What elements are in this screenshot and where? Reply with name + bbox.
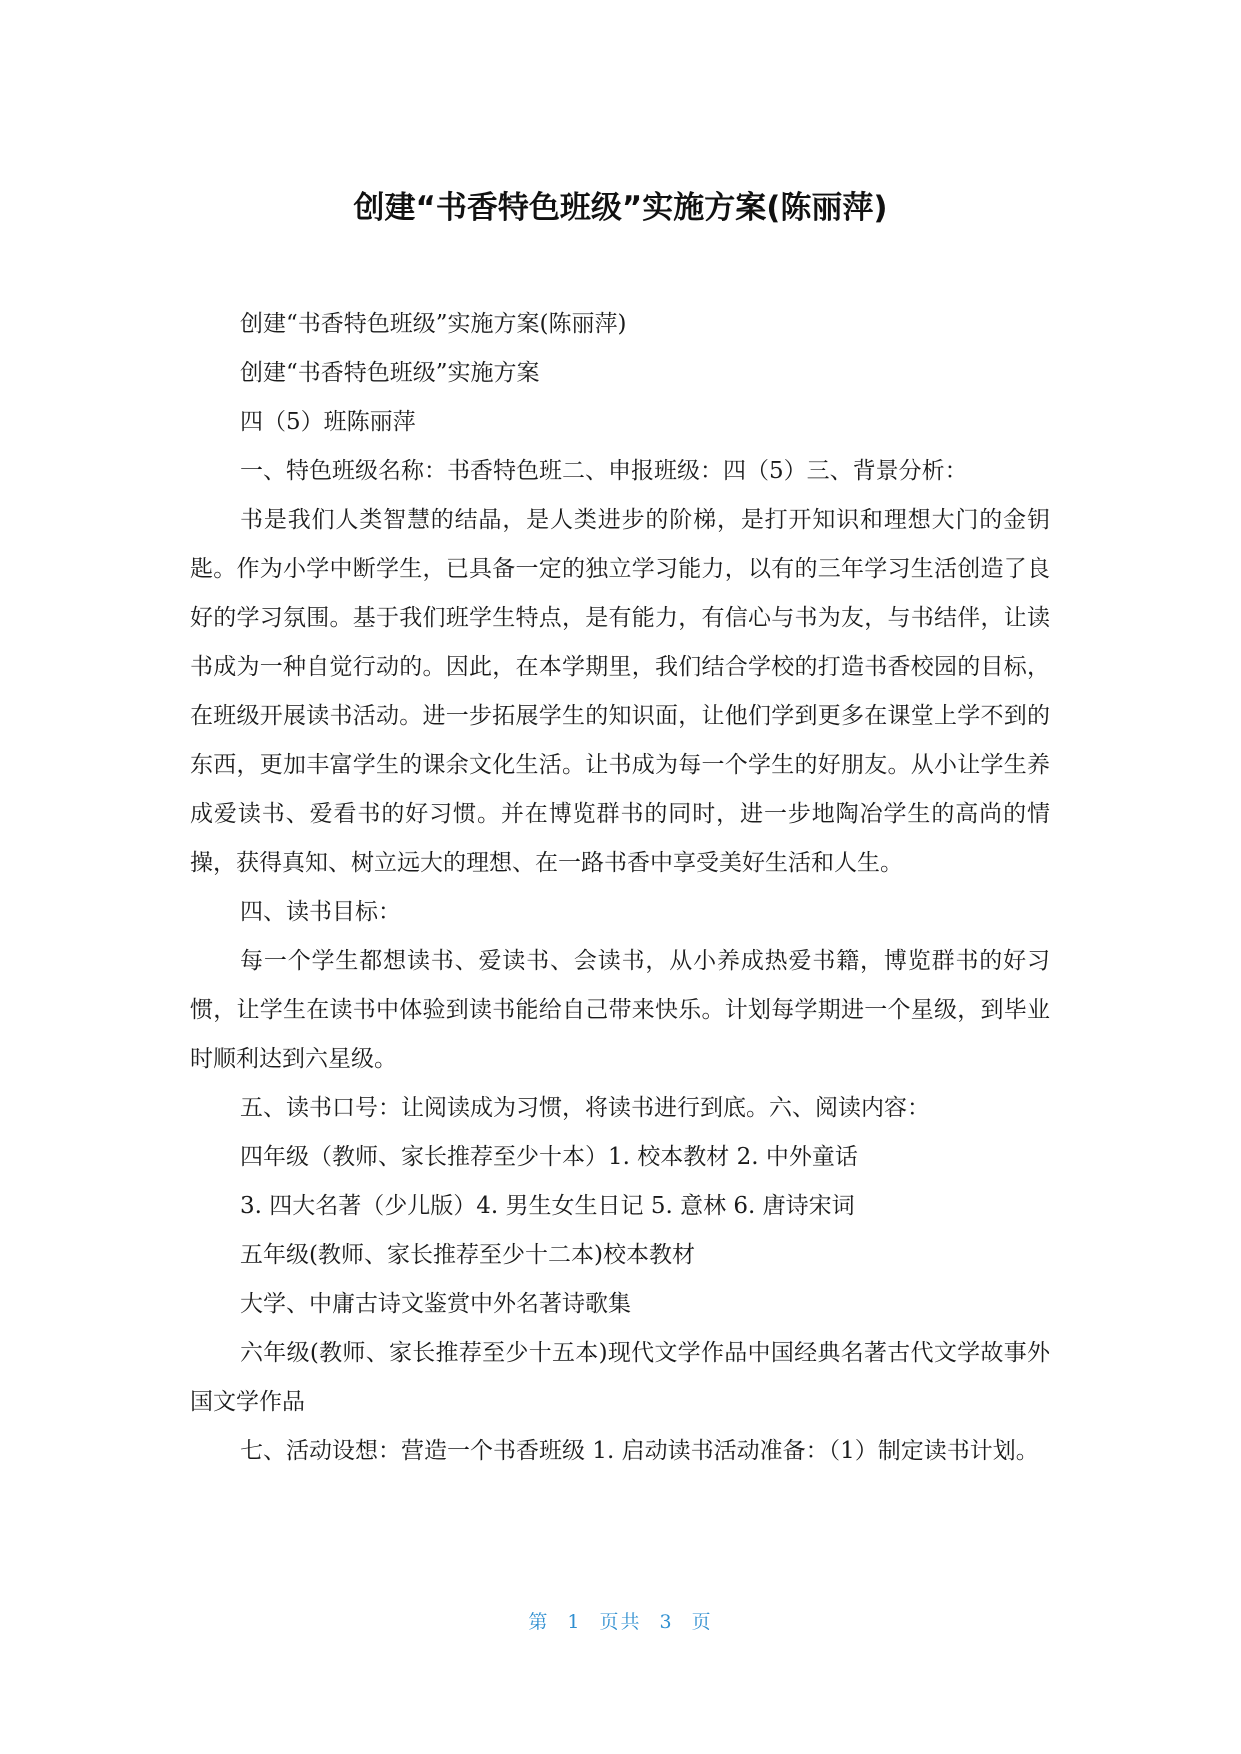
- paragraph-slogan: 五、读书口号：让阅读成为习惯，将读书进行到底。六、阅读内容：: [240, 1095, 930, 1121]
- paragraph-reading-goals: 每一个学生都想读书、爱读书、会读书，从小养成热爱书籍，博览群书的好习惯，让学生在读书中体验到读书能给自己带来快乐。计划每学期进一个星级，到毕业时顺利达到六星级。: [190, 948, 1050, 1072]
- paragraph-activity-plan: 七、活动设想：营造一个书香班级 1. 启动读书活动准备：（1）制定读书计划。: [240, 1438, 1039, 1464]
- paragraph-section-4-heading: 四、读书目标：: [240, 899, 401, 925]
- paragraph-section-1-3: 一、特色班级名称：书香特色班二、申报班级：四（5）三、背景分析：: [240, 458, 968, 484]
- document-title: 创建“书香特色班级”实施方案(陈丽萍): [353, 190, 888, 226]
- paragraph-grade-6-list: 六年级(教师、家长推荐至少十五本)现代文学作品中国经典名著古代文学故事外国文学作品: [190, 1340, 1050, 1415]
- paragraph-author: 四（5）班陈丽萍: [240, 409, 416, 435]
- footer-label-total: 页共: [599, 1611, 642, 1633]
- footer-current-page: 1: [567, 1611, 582, 1633]
- paragraph-grade-5-list: 五年级(教师、家长推荐至少十二本)校本教材: [240, 1242, 695, 1268]
- footer-label-page: 第: [528, 1611, 550, 1633]
- paragraph-grade-5-list-cont: 大学、中庸古诗文鉴赏中外名著诗歌集: [240, 1291, 631, 1317]
- footer-total-pages: 3: [659, 1611, 674, 1633]
- paragraph-grade-4-list-cont: 3. 四大名著（少儿版）4. 男生女生日记 5. 意林 6. 唐诗宋词: [240, 1193, 855, 1219]
- paragraph-subtitle-1: 创建“书香特色班级”实施方案(陈丽萍): [240, 311, 627, 337]
- page-footer: [0, 1609, 1241, 1635]
- paragraph-subtitle-2: 创建“书香特色班级”实施方案: [240, 360, 540, 386]
- paragraph-grade-4-list: 四年级（教师、家长推荐至少十本）1. 校本教材 2. 中外童话: [240, 1144, 858, 1170]
- paragraph-background: 书是我们人类智慧的结晶，是人类进步的阶梯，是打开知识和理想大门的金钥匙。作为小学中断学生，已具备一定的独立学习能力，以有的三年学习生活创造了良好的学习氛围。基于我们班学生特点，是有能力，有信心与书为友，与书结伴，让读书成为一种自觉行动的。因此，在本学期里，我们结合学校的打造书香校园的目标，在班级开展读书活动。进一步拓展学生的知识面，让他们学到更多在课堂上学不到的东西，更加丰富学生的课余文化生活。让书成为每一个学生的好朋友。从小让学生养成爱读书、爱看书的好习惯。并在博览群书的同时，进一步地陶冶学生的高尚的情操，获得真知、树立远大的理想、在一路书香中享受美好生活和人生。: [190, 507, 1050, 876]
- document-body: [190, 300, 1050, 1476]
- footer-label-end: 页: [691, 1611, 713, 1633]
